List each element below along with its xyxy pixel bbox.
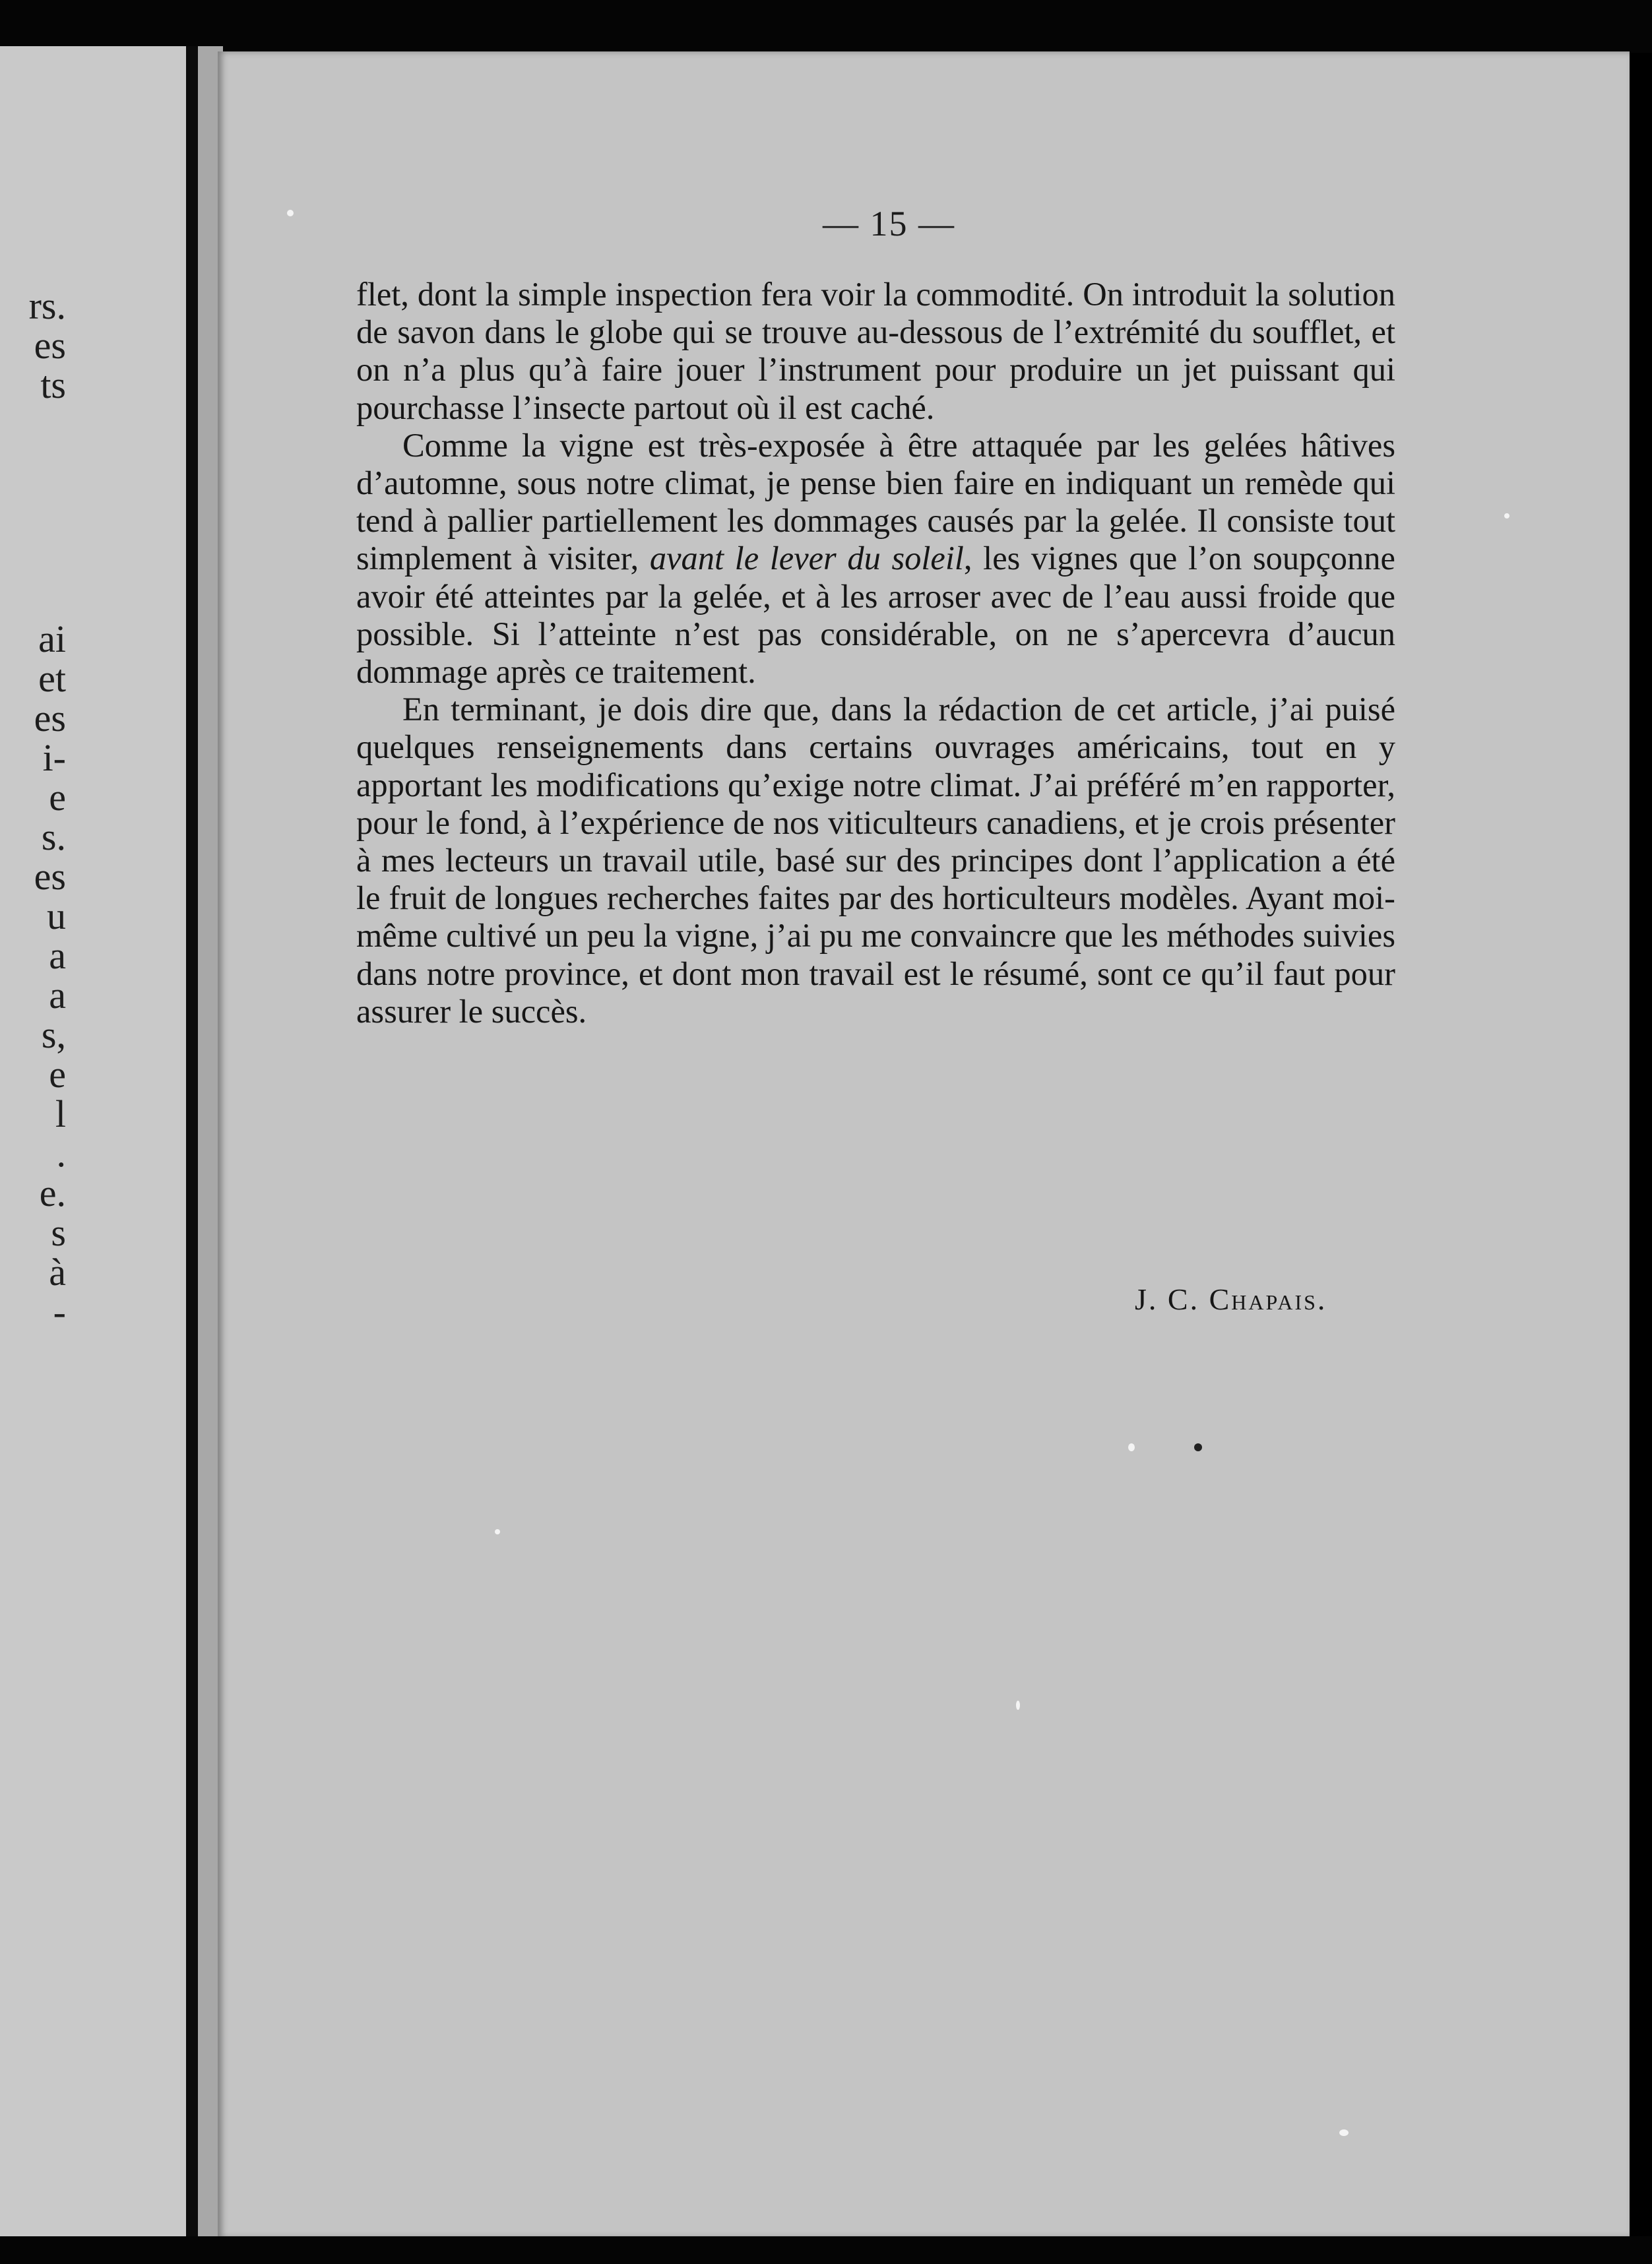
scan-speck — [1339, 2129, 1349, 2136]
scan-speck — [1016, 1701, 1020, 1710]
paragraph — [356, 276, 1395, 427]
book-page — [218, 51, 1630, 2238]
facing-page-text: . — [56, 1132, 66, 1175]
author-initials: J. C. — [1135, 1282, 1209, 1316]
facing-page-text: es — [34, 855, 66, 898]
scan-speck — [287, 210, 294, 216]
paragraph-text: Comme la vigne est très-exposée à être attaquée par les gelées hâtives d’automne, sous notre climat, je pense bien faire en indiquant un remède qui tend à pallier partiellement les dommages causés par la gelée. Il consiste tout simplement à visiter, — [356, 426, 1395, 577]
microfilm-top-border — [0, 0, 1652, 53]
facing-page-text: à — [49, 1251, 66, 1294]
facing-page-text: e. — [39, 1172, 66, 1214]
scan-speck — [495, 1529, 500, 1534]
facing-page-text: u — [47, 895, 66, 937]
scan-speck — [1194, 1443, 1202, 1451]
facing-page-text: - — [53, 1290, 66, 1333]
facing-page-text: es — [34, 324, 66, 367]
facing-page-text: a — [49, 934, 66, 977]
paragraph-text: En terminant, je dois dire que, dans la rédaction de cet article, j’ai puisé quelques renseignements dans certains ouvrages américains, tout en y apportant les modifications qu’exige notre climat. J’ai préféré m’en rapporter, pour le fond, à l’expérience de nos viticulteurs canadiens, et je crois présenter à mes lecteurs un travail utile, basé sur des principes dont l’application a été le fruit de longues recherches faites par des horticulteurs modèles. Ayant moi-même cultivé un peu la vigne, j’ai pu me convaincre que les méthodes suivies dans notre province, et dont mon travail est le résumé, sont ce qu’il faut pour assurer le succès. — [356, 691, 1395, 1030]
facing-page-text: e — [49, 776, 66, 819]
paragraph — [356, 427, 1395, 691]
facing-page-text: es — [34, 697, 66, 739]
facing-page-text: et — [38, 657, 66, 700]
microfilm-bottom-border — [0, 2236, 1652, 2264]
author-signature — [1135, 1282, 1327, 1317]
facing-page-text: ts — [40, 363, 66, 406]
facing-page-text: s, — [41, 1013, 66, 1056]
author-surname: Chapais. — [1209, 1282, 1327, 1316]
facing-page-text: a — [49, 974, 66, 1017]
scan-speck — [1128, 1443, 1135, 1451]
paragraph — [356, 691, 1395, 1030]
scan-speck — [1504, 513, 1509, 519]
facing-page-fragment — [0, 46, 198, 2240]
facing-page-text: rs. — [28, 284, 66, 327]
page-number: — 15 — — [823, 204, 955, 243]
facing-page-text: l — [55, 1092, 66, 1135]
facing-page-text: s. — [41, 815, 66, 858]
facing-page-text: s — [51, 1211, 66, 1254]
facing-page-text: e — [49, 1053, 66, 1096]
paragraph-text: flet, dont la simple inspection fera voir la commodité. On introduit la solution de savon dans le globe qui se trouve au-dessous de l’extrémité du soufflet, et on n’a plus qu’à faire jouer l’instrument pour produire un jet puissant qui pourchasse l’insecte partout où il est caché. — [356, 276, 1395, 426]
page-body — [356, 276, 1395, 1030]
facing-page-text: i- — [42, 736, 66, 779]
italic-phrase: avant le lever du soleil — [649, 540, 964, 577]
facing-page-text: ai — [38, 617, 66, 660]
paragraph-text: , les vignes que l’on soupçonne avoir été atteintes par la gelée, et à les arroser avec de l’eau aussi froide que possible. Si l’atteinte n’est pas considérable, on ne s’apercevra d’aucun dommage après ce traitement. — [356, 540, 1395, 691]
